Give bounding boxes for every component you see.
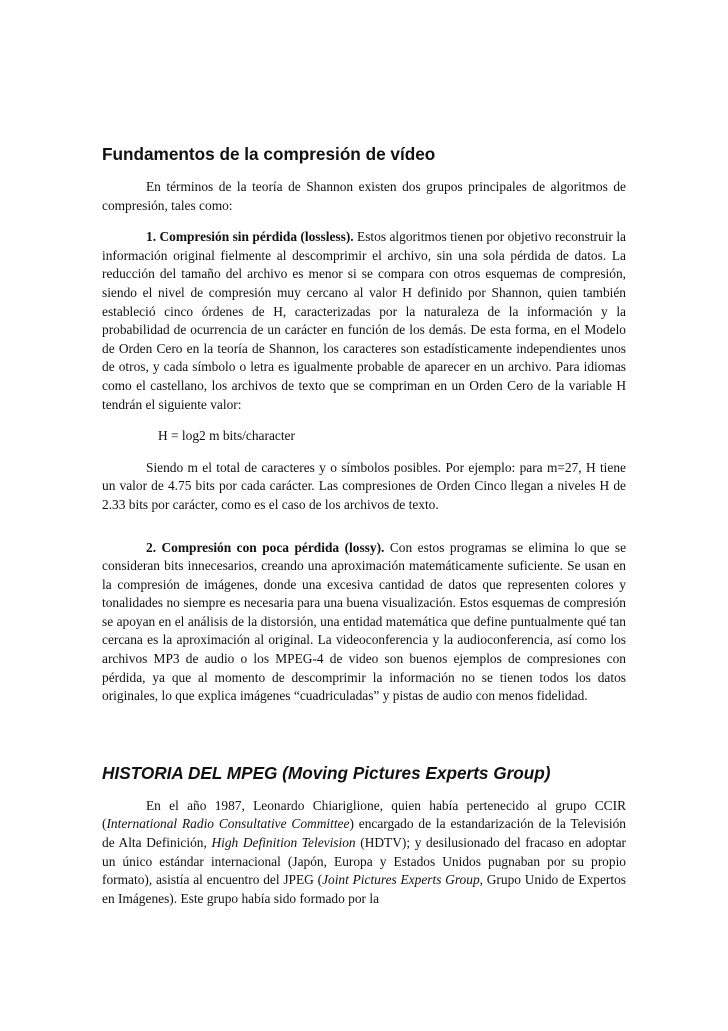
lossy-body: Con estos programas se elimina lo que se consideran bits innecesarios, creando una aproximación matemáticamente suficiente. Se usan en la compresión de imágenes, donde una excesiva cantidad de datos que representen colores y tonalidades no siempre es necesaria para una buena visualización. Estos esquemas de compresión se apoyan en el análisis de la distorsión, una entidad matemática que define puntualmente qué tan cercana es la aproximación al original. La videoconferencia y la audioconferencia, así como los archivos MP3 de audio o los MPEG-4 de video son buenos ejemplos de compresiones con pérdida, ya que al momento de descomprimir la información no se tienen todos los datos originales, lo que explica imágenes “cuadriculadas” y pistas de audio con menos fidelidad. <box>102 539 627 704</box>
historia-text-3: (HDTV); y desilusionado del fracaso en adoptar un único estándar internacional (Japón, Europa y Estados Unidos pugnaban por su propio formato), asistía al encuentro del JPEG ( <box>102 835 627 888</box>
section-heading-historia: HISTORIA DEL MPEG (Moving Pictures Experts Group) <box>102 762 551 783</box>
shannon-formula: H = log2 m bits/character <box>158 428 295 444</box>
lossless-example-paragraph: Siendo m el total de caracteres y o símbolos posibles. Por ejemplo: para m=27, H tiene un valor de 4.75 bits por cada carácter. Las compresiones de Orden Cinco llegan a niveles H de 2.33 bits por carácter, como es el caso de los archivos de texto. <box>102 459 626 512</box>
lossless-lead: 1. Compresión sin pérdida (lossless). <box>146 229 354 245</box>
document-body <box>102 143 626 908</box>
lossless-paragraph <box>102 228 626 414</box>
jpeg-name: Joint Pictures Experts Group <box>322 872 480 888</box>
ccir-name: International Radio Consultative Committee <box>106 816 350 832</box>
historia-text-4: , Grupo Unido de Expertos en Imágenes). Este grupo había sido formado por la <box>102 872 626 906</box>
spacer <box>102 784 626 797</box>
historia-text-1: En el año 1987, Leonardo Chiariglione, quien había pertenecido al grupo CCIR ( <box>102 797 626 832</box>
section-heading-fundamentos: Fundamentos de la compresión de vídeo <box>102 144 436 164</box>
lossy-paragraph <box>102 539 626 706</box>
intro-paragraph: En términos de la teoría de Shannon existen dos grupos principales de algoritmos de compresión, tales como: <box>102 179 626 213</box>
spacer <box>102 515 626 539</box>
spacer <box>102 165 626 178</box>
historia-paragraph <box>102 797 626 909</box>
hdtv-name: High Definition Television <box>211 835 356 851</box>
spacer <box>102 706 626 762</box>
lossless-body: Estos algoritmos tienen por objetivo reconstruir la información original fielmente al descomprimir el archivo, sin una sola pérdida de datos. La reducción del tamaño del archivo es menor si se compara con otros esquemas de compresión, siendo el nivel de compresión muy cercano al valor H definido por Shannon, quien también estableció cinco órdenes de H, caracterizadas por la naturaleza de la información y la probabilidad de ocurrencia de un carácter en función de los demás. De esta forma, en el Modelo de Orden Cero en la teoría de Shannon, los caracteres son estadísticamente independientes unos de otros, y cada símbolo o letra es igualmente probable de aparecer en un archivo. Para idiomas como el castellano, los archivos de texto que se compriman en un Orden Cero de la variable H tendrán el siguiente valor: <box>102 229 626 412</box>
spacer <box>102 414 626 427</box>
spacer <box>102 446 626 459</box>
historia-text-2: ) encargado de la estandarización de la Televisión de Alta Definición, <box>102 816 627 851</box>
lossy-lead: 2. Compresión con poca pérdida (lossy). <box>146 539 385 555</box>
spacer <box>102 215 626 228</box>
